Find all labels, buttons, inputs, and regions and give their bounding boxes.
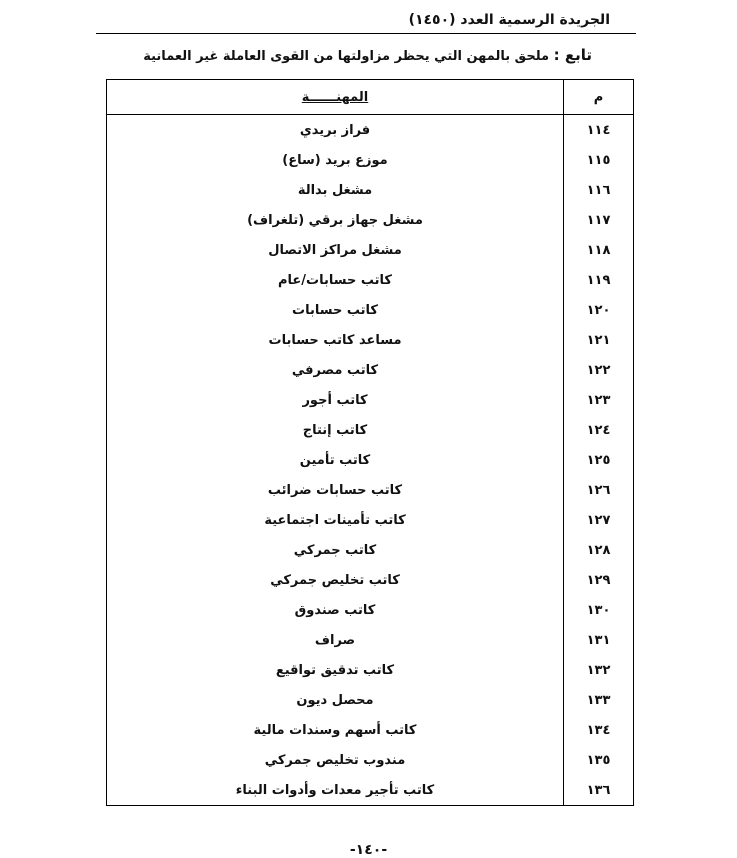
- row-number: ١٢١: [564, 325, 634, 355]
- row-number: ١١٥: [564, 145, 634, 175]
- row-number: ١٢٣: [564, 385, 634, 415]
- row-number: ١٣٣: [564, 685, 634, 715]
- column-header-number: م: [564, 80, 634, 115]
- row-profession: كاتب تخليص جمركي: [107, 565, 564, 595]
- row-profession: كاتب حسابات ضرائب: [107, 475, 564, 505]
- table-row: [107, 445, 634, 475]
- table-row: [107, 685, 634, 715]
- row-number: ١٢٦: [564, 475, 634, 505]
- row-number: ١١٧: [564, 205, 634, 235]
- table-row: [107, 565, 634, 595]
- row-profession: كاتب تدقيق تواقيع: [107, 655, 564, 685]
- row-profession: كاتب تأجير معدات وأدوات البناء: [107, 775, 564, 806]
- table-row: [107, 115, 634, 146]
- column-header-profession: [107, 80, 564, 115]
- table-row: [107, 325, 634, 355]
- subtitle-lead: تابع :: [553, 46, 592, 64]
- row-number: ١٢٧: [564, 505, 634, 535]
- row-number: ١٢٢: [564, 355, 634, 385]
- row-number: ١١٨: [564, 235, 634, 265]
- professions-table: [106, 79, 634, 806]
- table-header-row: [107, 80, 634, 115]
- table-row: [107, 385, 634, 415]
- row-number: ١٢٩: [564, 565, 634, 595]
- table-row: [107, 655, 634, 685]
- row-number: ١٣٦: [564, 775, 634, 806]
- row-profession: كاتب جمركي: [107, 535, 564, 565]
- table-row: [107, 175, 634, 205]
- row-number: ١١٦: [564, 175, 634, 205]
- table-row: [107, 715, 634, 745]
- row-profession: كاتب تأمينات اجتماعية: [107, 505, 564, 535]
- row-profession: مشغل مراكز الاتصال: [107, 235, 564, 265]
- row-number: ١٢٤: [564, 415, 634, 445]
- row-number: ١٣٥: [564, 745, 634, 775]
- row-profession: مندوب تخليص جمركي: [107, 745, 564, 775]
- row-profession: محصل ديون: [107, 685, 564, 715]
- row-profession: كاتب حسابات: [107, 295, 564, 325]
- row-number: ١٣٤: [564, 715, 634, 745]
- table-row: [107, 625, 634, 655]
- row-profession: كاتب حسابات/عام: [107, 265, 564, 295]
- page-number: -١٤٠-: [349, 842, 388, 858]
- row-profession: مشغل جهاز برقي (تلغراف): [107, 205, 564, 235]
- table-row: [107, 745, 634, 775]
- row-number: ١٣٠: [564, 595, 634, 625]
- table-row: [107, 535, 634, 565]
- table-row: [107, 775, 634, 806]
- row-number: ١٣١: [564, 625, 634, 655]
- table-row: [107, 265, 634, 295]
- row-profession: مساعد كاتب حسابات: [107, 325, 564, 355]
- row-number: ١١٩: [564, 265, 634, 295]
- row-number: ١٢٥: [564, 445, 634, 475]
- row-profession: صراف: [107, 625, 564, 655]
- row-number: ١١٤: [564, 115, 634, 146]
- row-number: ١٢٠: [564, 295, 634, 325]
- header-divider: [96, 33, 636, 34]
- subtitle-text: ملحق بالمهن التي يحظر مزاولتها من القوى العاملة غير العمانية: [143, 49, 554, 64]
- profession-header-label: المهنــــــة: [301, 89, 369, 105]
- appendix-subtitle: [100, 46, 592, 64]
- gazette-header: [100, 12, 610, 28]
- row-profession: مشغل بدالة: [107, 175, 564, 205]
- row-profession: كاتب مصرفي: [107, 355, 564, 385]
- row-profession: موزع بريد (ساع): [107, 145, 564, 175]
- row-profession: كاتب صندوق: [107, 595, 564, 625]
- table-row: [107, 595, 634, 625]
- row-profession: كاتب أسهم وسندات مالية: [107, 715, 564, 745]
- table-row: [107, 355, 634, 385]
- table-row: [107, 475, 634, 505]
- table-row: [107, 205, 634, 235]
- row-number: ١٢٨: [564, 535, 634, 565]
- row-number: ١٣٢: [564, 655, 634, 685]
- row-profession: فراز بريدي: [107, 115, 564, 146]
- table-row: [107, 235, 634, 265]
- row-profession: كاتب أجور: [107, 385, 564, 415]
- row-profession: كاتب إنتاج: [107, 415, 564, 445]
- row-profession: كاتب تأمين: [107, 445, 564, 475]
- table-row: [107, 145, 634, 175]
- table-row: [107, 505, 634, 535]
- table-row: [107, 415, 634, 445]
- table-row: [107, 295, 634, 325]
- gazette-title: الجريدة الرسمية العدد (١٤٥٠): [408, 12, 610, 28]
